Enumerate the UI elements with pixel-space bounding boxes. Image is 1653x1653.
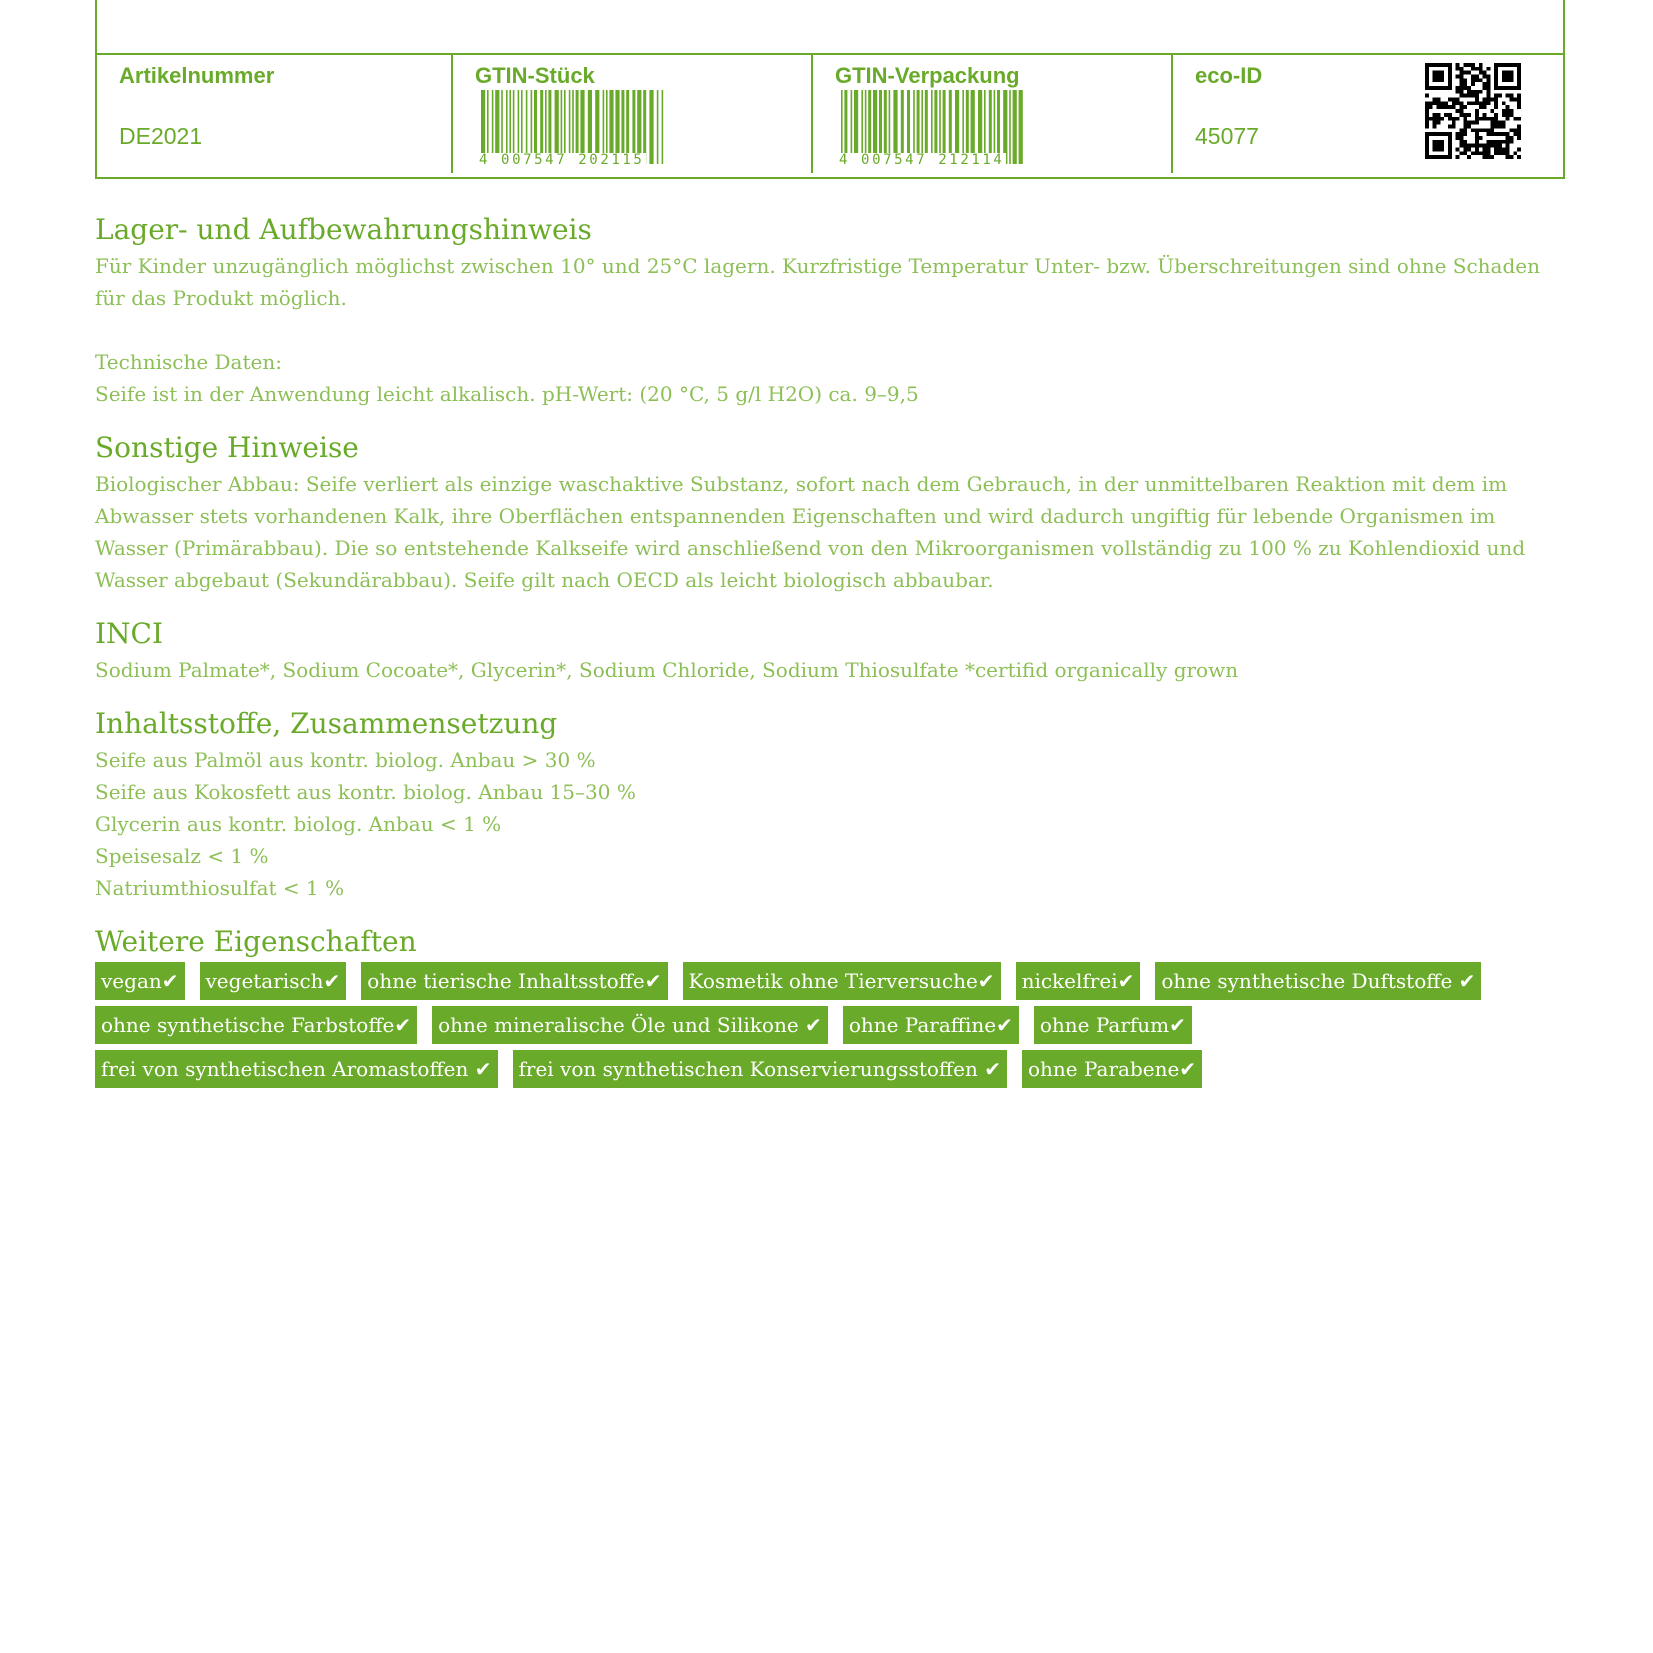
inci-section bbox=[95, 614, 1565, 686]
eco-id-value: 45077 bbox=[1195, 123, 1259, 149]
other-heading: Sonstige Hinweise bbox=[95, 431, 359, 464]
property-tag: ohne Parabene✔ bbox=[1022, 1050, 1202, 1088]
property-tag: frei von synthetischen Konservierungsstoffen ✔ bbox=[513, 1050, 1007, 1088]
gtin-piece-number: 4 007547 202115 bbox=[479, 152, 645, 168]
article-number-value: DE2021 bbox=[119, 123, 203, 149]
gtin-pack-number: 4 007547 212114 bbox=[839, 152, 1005, 168]
article-number-cell bbox=[97, 55, 451, 173]
inci-text: Sodium Palmate*, Sodium Cocoate*, Glycerin*, Sodium Chloride, Sodium Thiosulfate *certifid organically grown bbox=[95, 658, 1239, 682]
properties-section bbox=[95, 922, 1565, 1094]
inci-heading: INCI bbox=[95, 617, 164, 650]
property-tags bbox=[95, 962, 1565, 1094]
storage-text: Für Kinder unzugänglich möglichst zwischen 10° und 25°C lagern. Kurzfristige Temperatur Unter- bzw. Überschreitungen sind ohne Schaden für das Produkt möglich. bbox=[95, 254, 1540, 310]
tech-text: Seife ist in der Anwendung leicht alkalisch. pH-Wert: (20 °C, 5 g/l H2O) ca. 9–9,5 bbox=[95, 382, 919, 406]
property-tag: ohne synthetische Duftstoffe ✔ bbox=[1155, 962, 1481, 1000]
ingredients-section bbox=[95, 704, 1565, 904]
article-number-title: Artikelnummer bbox=[119, 63, 275, 88]
eco-id-cell bbox=[1171, 55, 1565, 173]
property-tag: ohne mineralische Öle und Silikone ✔ bbox=[432, 1006, 828, 1044]
other-section bbox=[95, 428, 1565, 596]
other-text: Biologischer Abbau: Seife verliert als einzige waschaktive Substanz, sofort nach dem Gebrauch, in der unmittelbaren Reaktion mit dem im Abwasser stets vorhandenen Kalk, ihre Oberflächen entspannenden Eigenschaften und wird dadurch ungiftig für lebende Organismen im Wasser (Primärabbau). Die so entstehende Kalkseife wird anschließend von den Mikroorganismen vollständig zu 100 % zu Kohlendioxid und Wasser abgebaut (Sekundärabbau). Seife gilt nach OECD als leicht biologisch abbaubar. bbox=[95, 472, 1526, 592]
property-tag: vegetarisch✔ bbox=[200, 962, 347, 1000]
property-tag: nickelfrei✔ bbox=[1016, 962, 1141, 1000]
ingredient-item: Natriumthiosulfat < 1 % bbox=[95, 876, 345, 900]
property-tag: ohne Parfum✔ bbox=[1034, 1006, 1192, 1044]
ingredient-item: Seife aus Palmöl aus kontr. biolog. Anbau > 30 % bbox=[95, 748, 596, 772]
ingredient-item: Seife aus Kokosfett aus kontr. biolog. Anbau 15–30 % bbox=[95, 780, 636, 804]
eco-id-title: eco-ID bbox=[1195, 63, 1263, 88]
ingredient-item: Glycerin aus kontr. biolog. Anbau < 1 % bbox=[95, 812, 502, 836]
gtin-piece-cell bbox=[451, 55, 813, 173]
properties-heading: Weitere Eigenschaften bbox=[95, 925, 417, 958]
gtin-pack-cell bbox=[811, 55, 1173, 173]
ingredient-item: Speisesalz < 1 % bbox=[95, 844, 269, 868]
property-tag: ohne synthetische Farbstoffe✔ bbox=[95, 1006, 417, 1044]
storage-section bbox=[95, 210, 1565, 410]
product-info-table bbox=[95, 0, 1565, 179]
property-tag: ohne tierische Inhaltsstoffe✔ bbox=[361, 962, 667, 1000]
tech-label: Technische Daten: bbox=[95, 350, 282, 374]
qr-code-icon bbox=[1425, 63, 1521, 159]
ingredients-heading: Inhaltsstoffe, Zusammensetzung bbox=[95, 707, 558, 740]
property-tag: ohne Paraffine✔ bbox=[843, 1006, 1019, 1044]
property-tag: vegan✔ bbox=[95, 962, 185, 1000]
product-details bbox=[95, 210, 1565, 1108]
property-tag: Kosmetik ohne Tierversuche✔ bbox=[683, 962, 1001, 1000]
storage-heading: Lager- und Aufbewahrungshinweis bbox=[95, 213, 592, 246]
gtin-piece-title: GTIN-Stück bbox=[475, 63, 595, 88]
gtin-pack-title: GTIN-Verpackung bbox=[835, 63, 1020, 88]
property-tag: frei von synthetischen Aromastoffen ✔ bbox=[95, 1050, 498, 1088]
